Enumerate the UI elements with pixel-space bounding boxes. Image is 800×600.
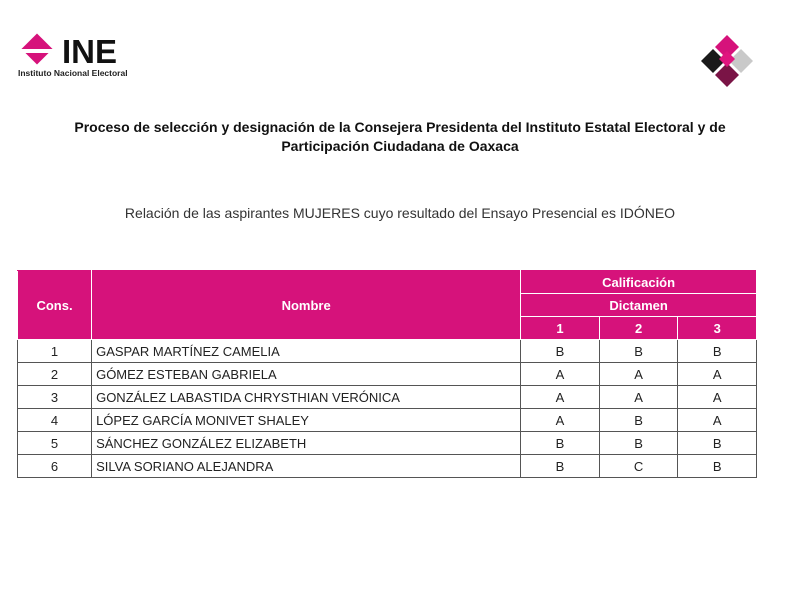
cell-dictamen-2: B	[599, 340, 678, 363]
cell-cons: 6	[18, 455, 92, 478]
cell-dictamen-3: B	[678, 455, 757, 478]
header-dictamen: Dictamen	[521, 294, 757, 317]
cell-nombre: GONZÁLEZ LABASTIDA CHRYSTHIAN VERÓNICA	[92, 386, 521, 409]
document-title	[20, 118, 780, 156]
cell-dictamen-1: B	[521, 340, 600, 363]
logo-subtitle: Instituto Nacional Electoral	[18, 68, 128, 78]
cell-cons: 2	[18, 363, 92, 386]
ine-logo	[16, 34, 196, 84]
cell-dictamen-1: A	[521, 386, 600, 409]
cell-dictamen-2: B	[599, 409, 678, 432]
table-row	[18, 386, 757, 409]
cell-nombre: LÓPEZ GARCÍA MONIVET SHALEY	[92, 409, 521, 432]
header-dictamen-1: 1	[521, 317, 600, 340]
cell-dictamen-1: B	[521, 455, 600, 478]
table-row	[18, 340, 757, 363]
header-calificacion: Calificación	[521, 271, 757, 294]
cell-dictamen-3: A	[678, 363, 757, 386]
emblem-icon	[697, 33, 757, 93]
cell-cons: 5	[18, 432, 92, 455]
cell-dictamen-3: B	[678, 432, 757, 455]
results-table	[17, 270, 757, 478]
table-row	[18, 432, 757, 455]
cell-dictamen-3: B	[678, 340, 757, 363]
title-line-1: Proceso de selección y designación de la Consejera Presidenta del Instituto Estatal Electoral y de	[74, 119, 726, 135]
cell-dictamen-2: C	[599, 455, 678, 478]
cell-dictamen-1: A	[521, 363, 600, 386]
cell-dictamen-2: A	[599, 386, 678, 409]
cell-nombre: SILVA SORIANO ALEJANDRA	[92, 455, 521, 478]
cell-dictamen-1: A	[521, 409, 600, 432]
cell-nombre: SÁNCHEZ GONZÁLEZ ELIZABETH	[92, 432, 521, 455]
logo-divider	[16, 49, 56, 53]
cell-nombre: GASPAR MARTÍNEZ CAMELIA	[92, 340, 521, 363]
header-cons: Cons.	[18, 271, 92, 340]
cell-cons: 3	[18, 386, 92, 409]
logo-word: INE	[62, 33, 118, 70]
cell-dictamen-2: B	[599, 432, 678, 455]
cell-nombre: GÓMEZ ESTEBAN GABRIELA	[92, 363, 521, 386]
title-line-2: Participación Ciudadana de Oaxaca	[281, 138, 519, 154]
cell-cons: 4	[18, 409, 92, 432]
cell-dictamen-2: A	[599, 363, 678, 386]
table-row	[18, 455, 757, 478]
cell-cons: 1	[18, 340, 92, 363]
cell-dictamen-3: A	[678, 409, 757, 432]
document-subtitle: Relación de las aspirantes MUJERES cuyo resultado del Ensayo Presencial es IDÓNEO	[124, 205, 676, 221]
header-nombre: Nombre	[92, 271, 521, 340]
table-row	[18, 409, 757, 432]
table-row	[18, 363, 757, 386]
cell-dictamen-1: B	[521, 432, 600, 455]
header-dictamen-2: 2	[599, 317, 678, 340]
cell-dictamen-3: A	[678, 386, 757, 409]
header-dictamen-3: 3	[678, 317, 757, 340]
